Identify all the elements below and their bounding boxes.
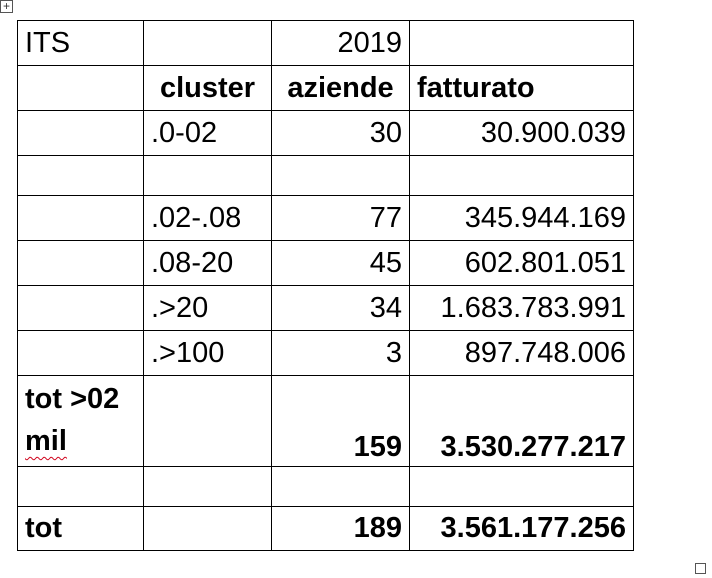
header-fatturato[interactable]: fatturato bbox=[410, 66, 634, 111]
empty-cell[interactable] bbox=[18, 467, 144, 507]
empty-cell[interactable] bbox=[18, 156, 144, 196]
empty-row bbox=[18, 467, 634, 507]
subtotal-fatturato-cell[interactable]: 3.530.277.217 bbox=[410, 376, 634, 467]
fatturato-cell[interactable]: 30.900.039 bbox=[410, 111, 634, 156]
aziende-cell[interactable]: 45 bbox=[272, 241, 410, 286]
empty-cell[interactable] bbox=[144, 467, 272, 507]
table-row bbox=[18, 111, 634, 156]
aziende-cell[interactable]: 77 bbox=[272, 196, 410, 241]
empty-cell[interactable] bbox=[144, 21, 272, 66]
cluster-cell[interactable]: .0-02 bbox=[144, 111, 272, 156]
table-row bbox=[18, 21, 634, 66]
header-row bbox=[18, 66, 634, 111]
aziende-cell[interactable]: 30 bbox=[272, 111, 410, 156]
empty-cell[interactable] bbox=[410, 467, 634, 507]
aziende-cell[interactable]: 34 bbox=[272, 286, 410, 331]
header-cluster[interactable]: cluster bbox=[144, 66, 272, 111]
empty-cell[interactable] bbox=[144, 156, 272, 196]
aziende-cell[interactable]: 3 bbox=[272, 331, 410, 376]
total-row bbox=[18, 507, 634, 551]
table-row bbox=[18, 241, 634, 286]
data-table bbox=[17, 20, 634, 551]
table-resize-handle[interactable] bbox=[695, 563, 706, 574]
empty-row bbox=[18, 156, 634, 196]
fatturato-cell[interactable]: 1.683.783.991 bbox=[410, 286, 634, 331]
total-fatturato-cell[interactable]: 3.561.177.256 bbox=[410, 507, 634, 551]
total-aziende-cell[interactable]: 189 bbox=[272, 507, 410, 551]
header-aziende[interactable]: aziende bbox=[272, 66, 410, 111]
empty-cell[interactable] bbox=[18, 331, 144, 376]
total-label-cell[interactable]: tot bbox=[18, 507, 144, 551]
empty-cell[interactable] bbox=[272, 156, 410, 196]
subtotal-label-line1: tot >02 bbox=[25, 383, 120, 415]
empty-cell[interactable] bbox=[144, 507, 272, 551]
table-row bbox=[18, 286, 634, 331]
fatturato-cell[interactable]: 897.748.006 bbox=[410, 331, 634, 376]
year-cell[interactable]: 2019 bbox=[272, 21, 410, 66]
table-title-cell[interactable]: ITS bbox=[18, 21, 144, 66]
fatturato-cell[interactable]: 345.944.169 bbox=[410, 196, 634, 241]
cluster-cell[interactable]: .08-20 bbox=[144, 241, 272, 286]
table-row bbox=[18, 196, 634, 241]
empty-cell[interactable] bbox=[18, 111, 144, 156]
subtotal-label-line2: mil bbox=[25, 425, 67, 457]
subtotal-label-cell[interactable] bbox=[18, 376, 144, 467]
empty-cell[interactable] bbox=[18, 66, 144, 111]
cluster-cell[interactable]: .02-.08 bbox=[144, 196, 272, 241]
subtotal-aziende-cell[interactable]: 159 bbox=[272, 376, 410, 467]
cluster-cell[interactable]: .>20 bbox=[144, 286, 272, 331]
table-move-handle[interactable]: + bbox=[0, 0, 13, 13]
fatturato-cell[interactable]: 602.801.051 bbox=[410, 241, 634, 286]
empty-cell[interactable] bbox=[144, 376, 272, 467]
empty-cell[interactable] bbox=[18, 196, 144, 241]
empty-cell[interactable] bbox=[410, 156, 634, 196]
table-row bbox=[18, 331, 634, 376]
cluster-cell[interactable]: .>100 bbox=[144, 331, 272, 376]
empty-cell[interactable] bbox=[18, 286, 144, 331]
empty-cell[interactable] bbox=[272, 467, 410, 507]
empty-cell[interactable] bbox=[410, 21, 634, 66]
empty-cell[interactable] bbox=[18, 241, 144, 286]
subtotal-row bbox=[18, 376, 634, 467]
